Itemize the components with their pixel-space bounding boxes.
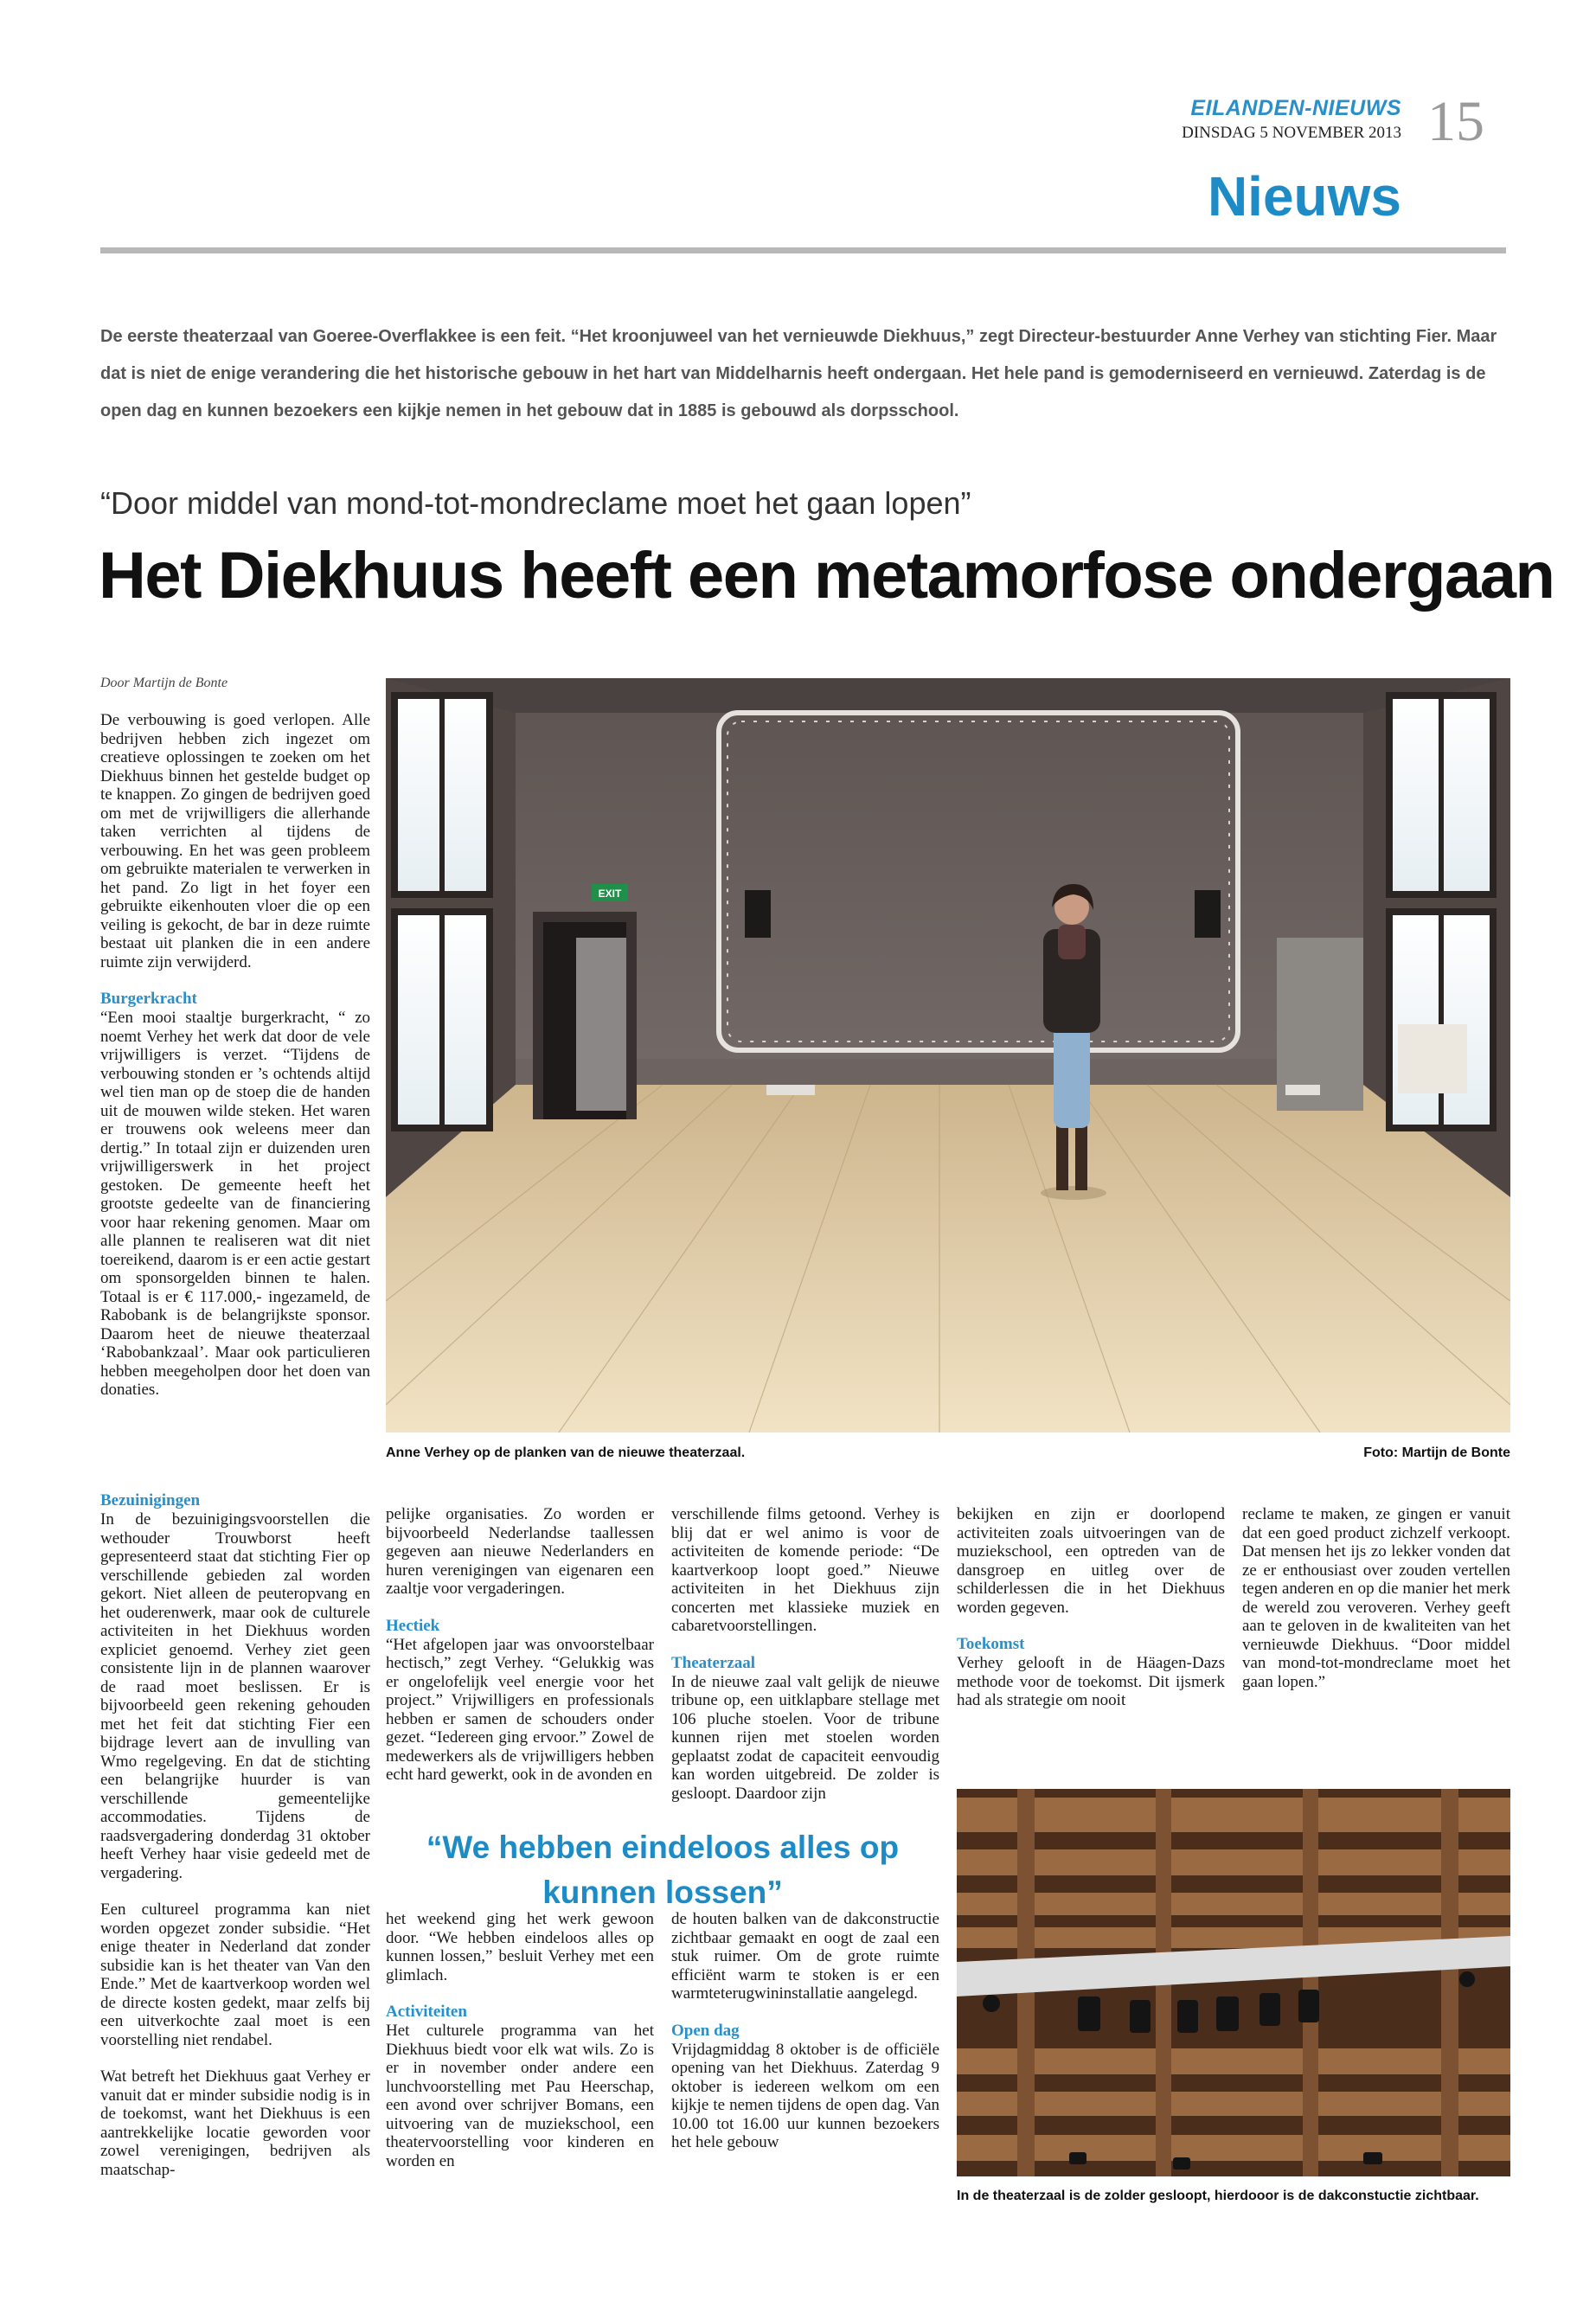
paragraph: verschillende films getoond. Verhey is blij dat er wel animo is voor de activiteiten de komende periode: “De kaartverkoop loopt goed.” Nieuwe activiteiten in het Diekhuus zijn concerten met klassieke muziek en cabaretvoorstellingen. [671, 1505, 939, 1635]
paragraph: Vrijdagmiddag 8 oktober is de officiële opening van het Diekhuus. Zaterdag 9 oktober is iedereen welkom om een kijkje te nemen tijdens de open dag. Van 10.00 tot 16.00 uur kunnen bezoekers het hele gebouw [671, 2040, 939, 2151]
section-title: Nieuws [1207, 165, 1401, 228]
exit-sign-text: EXIT [598, 888, 622, 900]
theater-hall-illustration [386, 678, 1510, 1433]
paragraph: de houten balken van de dakconstructie zichtbaar gemaakt en oogt de zaal een stuk ruimer. Om de grote ruimte efficiënt warm te stoken is er een warmteterugwininstallatie aangelegd. [671, 1910, 939, 2003]
article-column-3 [671, 1505, 939, 1821]
subheading: Theaterzaal [671, 1653, 756, 1672]
photo-credit: Foto: Martijn de Bonte [1363, 1445, 1510, 1460]
article-column-2-continued [386, 1910, 654, 2189]
header-rule [100, 247, 1506, 253]
headline: Het Diekhuus heeft een metamorfose ondergaan [99, 539, 1554, 612]
paragraph: reclame te maken, ze gingen er vanuit dat een goed product zichzelf verkoopt. Dat mensen het ijs zo lekker vonden dat ze er enthousiast over zouden vertellen tegen anderen en op die manier het merk de wereld zou veroveren. Verhey geeft aan te geloven in de kwaliteiten van het vernieuwde Diekhuus. “Door middel van mond-tot-mondreclame moet het gaan lopen.” [1242, 1505, 1510, 1691]
paragraph: Verhey gelooft in de Häagen-Dazs methode voor de toekomst. Dit ijsmerk had als strategie om nooit [957, 1654, 1225, 1709]
paragraph: “Het afgelopen jaar was onvoorstelbaar hectisch,” zegt Verhey. “Gelukkig was er ongelofelijk veel energie voor het project.” Vrijwilligers en professionals hebben er samen de schouders onder gezet. “Iedereen ging ervoor.” Zowel de medewerkers als de vrijwilligers hebben echt hard gewerkt, ook in de avonden en [386, 1635, 654, 1784]
main-photo-caption [386, 1445, 1510, 1462]
article-column-1-continued [100, 1488, 370, 2197]
subheading: Bezuinigingen [100, 1491, 201, 1509]
paragraph: Een cultureel programma kan niet worden opgezet zonder subsidie. “Het enige theater in Nederland dat zonder subsidie kan is het theater van Van den Ende.” Met de kaartverkoop worden wel de directe kosten gedekt, maar zelfs bij een uitverkochte zaal moet is een voorstelling niet rendabel. [100, 1900, 370, 2049]
byline: Door Martijn de Bonte [100, 676, 228, 690]
intro-paragraph: De eerste theaterzaal van Goeree-Overflakkee is een feit. “Het kroonjuweel van het vernieuwde Diekhuus,” zegt Directeur-bestuurder Anne Verhey van stichting Fier. Maar dat is niet de enige verandering die het historische gebouw in het hart van Middelharnis heeft ondergaan. Het hele pand is gemoderniseerd en vernieuwd. Zaterdag is de open dag en kunnen bezoekers een kijkje nemen in het gebouw dat in 1885 is gebouwd als dorpsschool. [100, 327, 1497, 420]
subheading: Hectiek [386, 1616, 440, 1635]
roof-beams-photo [957, 1789, 1510, 2176]
roof-beams-illustration [957, 1789, 1510, 2176]
paragraph: In de nieuwe zaal valt gelijk de nieuwe tribune op, een uitklapbare stellage met 106 pluche stoelen. Voor de tribune kunnen rijen met stoelen worden geplaatst zodat de capaciteit eenvoudig kan worden uitgebreid. De zolder is gesloopt. Daardoor zijn [671, 1672, 939, 1803]
paragraph: Het culturele programma van het Diekhuus biedt voor elk wat wils. Zo is er in november onder andere een lunchvoorstelling met Pau Heerschap, een avond over schrijver Bomans, een uitvoering van de muziekschool, een theatervoorstelling voor kinderen en worden en [386, 2022, 654, 2170]
article-column-2 [386, 1505, 654, 1803]
page-number: 15 [1427, 90, 1484, 153]
article-column-4 [957, 1505, 1225, 1728]
subheading: Activiteiten [386, 2003, 467, 2021]
subheading: Toekomst [957, 1635, 1025, 1653]
brand-logo: EILANDEN-NIEUWS [1190, 96, 1401, 120]
paragraph: bekijken en zijn er doorlopend activiteiten zoals uitvoeringen van de muziekschool, een optreden van de dansgroep en uitleg over de schilderlessen die in het Diekhuus worden gegeven. [957, 1505, 1225, 1617]
kicker-quote: “Door middel van mond-tot-mondreclame moet het gaan lopen” [100, 485, 971, 521]
main-photo [386, 678, 1510, 1433]
subheading: Burgerkracht [100, 990, 197, 1008]
subheading: Open dag [671, 2021, 740, 2040]
publication-date: DINSDAG 5 NOVEMBER 2013 [1182, 124, 1401, 142]
paragraph: In de bezuinigingsvoorstellen die wethouder Trouwborst heeft gepresenteerd staat dat stichting Fier op verschillende gebieden zal worden gekort. Niet alleen de peuteropvang en het ouderenwerk, maar ook de culturele activiteiten in het Diekhuus worden expliciet genoemd. Verhey ziet geen consistente lijn in de plannen waarover de raad moet beslissen. Er is bijvoorbeeld geen rekening gehouden met het feit dat stichting Fier een bijdrage levert aan de invulling van Wmo regelgeving. En dat de stichting een belangrijke huurder is van verschillende gemeentelijke accommodaties. Tijdens de raadsvergadering donderdag 31 oktober heeft Verhey haar visie gedeeld met de vergadering. [100, 1510, 370, 1882]
roof-beams-caption: In de theaterzaal is de zolder gesloopt, hierdooor is de dakconstuctie zichtbaar. [957, 2189, 1479, 2203]
article-column-3-continued [671, 1910, 939, 2170]
masthead [1176, 95, 1401, 144]
paragraph: “Een mooi staaltje burgerkracht, “ zo noemt Verhey het werk dat door de vele vrijwilligers is verzet. “Tijdens de verbouwing stonden er ’s ochtends altijd wel tien man op de stoep die de handen uit de mouwen wilde steken. Het waren er trouwens ook weleens meer dan dertig.” In totaal zijn er duizenden uren vrijwilligerswerk in het project gestoken. De gemeente heeft het grootste gedeelte van de financiering voor haar rekening genomen. Maar om alle plannen te realiseren wat dit niet toereikend, daarom is er een actie gestart om sponsorgelden binnen te halen. Totaal is er € 117.000,- ingezameld, de Rabobank is de belangrijkste sponsor. Daarom heet de nieuwe theaterzaal ‘Rabobankzaal’. Maar ook particulieren hebben meegeholpen door het doen van donaties. [100, 1009, 370, 1399]
caption-text: Anne Verhey op de planken van de nieuwe theaterzaal. [386, 1445, 746, 1460]
pull-quote: “We hebben eindeloos alles op kunnen lossen” [426, 1830, 900, 1910]
article-column-1 [100, 711, 370, 1418]
paragraph: De verbouwing is goed verlopen. Alle bedrijven hebben zich ingezet om creatieve oplossingen te zoeken om het Diekhuus binnen het gestelde budget op te knappen. Zo gingen de bedrijven goed om met de vrijwilligers die allerhande taken verrichten al tijdens de verbouwing. En het was geen probleem om gebruikte materialen te verwerken in het pand. Zo ligt in het foyer een gebruikte eikenhouten vloer die op een veiling is gekocht, de bar in deze ruimte bestaat uit planken die in een andere ruimte zijn verwijderd. [100, 711, 370, 971]
article-column-5 [1242, 1505, 1510, 1709]
paragraph: pelijke organisaties. Zo worden er bijvoorbeeld Nederlandse taallessen gegeven aan nieuwe Nederlanders en huren verenigingen van eigenaren een zaaltje voor vergaderingen. [386, 1505, 654, 1598]
paragraph: het weekend ging het werk gewoon door. “We hebben eindeloos alles op kunnen lossen,” besluit Verhey met een glimlach. [386, 1910, 654, 1984]
paragraph: Wat betreft het Diekhuus gaat Verhey er vanuit dat er minder subsidie nodig is in de toekomst, want het Diekhuus is een aantrekkelijke locatie geworden voor zowel verenigingen, bedrijven als maatschap- [100, 2067, 370, 2179]
